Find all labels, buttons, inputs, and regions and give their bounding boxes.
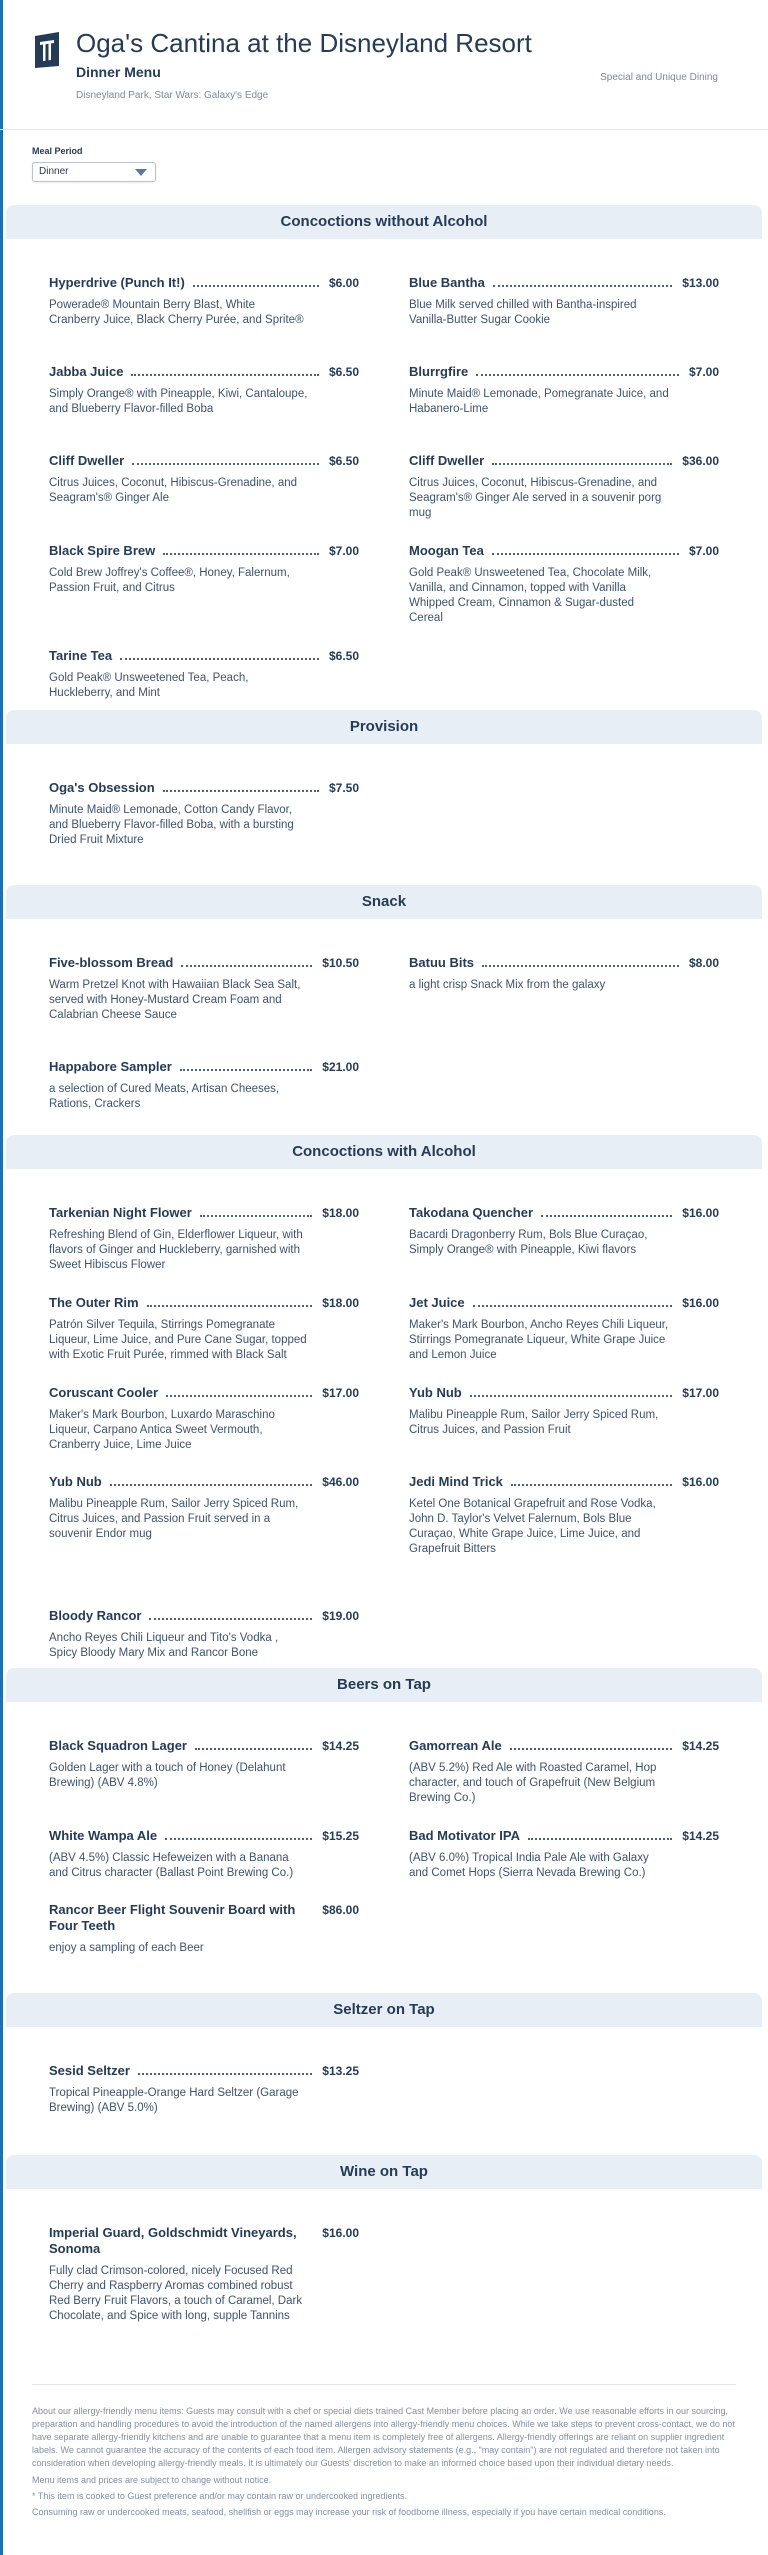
- section-snack: [6, 885, 762, 1110]
- section-header: Seltzer on Tap: [6, 1993, 762, 2027]
- dot-leader: [165, 1828, 312, 1840]
- item-price: $13.00: [682, 276, 719, 290]
- item-name: Cliff Dweller: [49, 453, 125, 468]
- item-description: Simply Orange® with Pineapple, Kiwi, Cantaloupe, and Blueberry Flavor-filled Boba: [49, 388, 308, 415]
- menu-item[interactable]: [409, 1474, 719, 1557]
- item-price: $14.25: [322, 1739, 359, 1753]
- item-name: Bloody Rancor: [49, 1608, 142, 1623]
- dot-leader: [476, 364, 679, 376]
- menu-item[interactable]: [49, 2225, 359, 2324]
- meal-period-label: Meal Period: [32, 146, 83, 156]
- meal-period-filter: [32, 146, 156, 182]
- dot-leader: [163, 543, 319, 555]
- dot-leader: [492, 453, 672, 465]
- item-price: $46.00: [322, 1475, 359, 1489]
- menu-item[interactable]: [49, 780, 359, 848]
- item-name: Bad Motivator IPA: [409, 1828, 520, 1843]
- item-description: Gold Peak® Unsweetened Tea, Chocolate Milk, Vanilla, and Cinnamon, topped with Vanilla Whipped Cream, Cinnamon & Sugar-dusted Cereal: [409, 567, 652, 624]
- item-name: Jedi Mind Trick: [409, 1474, 503, 1489]
- item-name: The Outer Rim: [49, 1295, 139, 1310]
- dot-leader: [493, 275, 672, 287]
- location-text: Disneyland Park, Star Wars: Galaxy's Edge: [76, 90, 269, 101]
- item-name: Blue Bantha: [409, 275, 485, 290]
- item-price: $19.00: [322, 1609, 359, 1623]
- item-name: Sesid Seltzer: [49, 2063, 130, 2078]
- menu-item[interactable]: [49, 1902, 359, 1956]
- page-header: [0, 0, 768, 130]
- section-header: Snack: [6, 885, 762, 919]
- dot-leader: [511, 1474, 672, 1486]
- cooked-notice: * This item is cooked to Guest preference and/or may contain raw or undercooked ingredients.: [32, 2491, 408, 2501]
- menu-item[interactable]: [49, 364, 359, 417]
- section-header: Provision: [6, 710, 762, 744]
- menu-item[interactable]: [409, 955, 719, 993]
- item-name: Gamorrean Ale: [409, 1738, 502, 1753]
- item-name: Black Squadron Lager: [49, 1738, 187, 1753]
- item-description: Maker's Mark Bourbon, Ancho Reyes Chili Liqueur, Stirrings Pomegranate Liqueur, White Grape Juice and Lemon Juice: [409, 1319, 669, 1361]
- item-price: $16.00: [682, 1475, 719, 1489]
- item-name: Tarine Tea: [49, 648, 113, 663]
- item-name: Hyperdrive (Punch It!): [49, 275, 185, 290]
- item-name: Imperial Guard, Goldschmidt Vineyards, Sonoma: [49, 2225, 297, 2256]
- dot-leader: [473, 1295, 673, 1307]
- menu-item[interactable]: [49, 955, 359, 1023]
- dot-leader: [181, 955, 312, 967]
- item-description: Ancho Reyes Chili Liqueur and Tito's Vodka , Spicy Bloody Mary Mix and Rancor Bone: [49, 1632, 279, 1659]
- item-price: $6.50: [328, 649, 359, 663]
- item-price: $17.00: [682, 1386, 719, 1400]
- item-description: Blue Milk served chilled with Bantha-inspired Vanilla-Butter Sugar Cookie: [409, 299, 637, 326]
- item-description: a selection of Cured Meats, Artisan Cheeses, Rations, Crackers: [49, 1083, 280, 1110]
- item-name: Blurrgfire: [409, 364, 469, 379]
- item-name: Cliff Dweller: [409, 453, 485, 468]
- dining-category-link[interactable]: Special and Unique Dining: [600, 72, 718, 83]
- item-description: Malibu Pineapple Rum, Sailor Jerry Spiced Rum, Citrus Juices, and Passion Fruit served in a souvenir Endor mug: [49, 1498, 299, 1540]
- section-seltzer-on-tap: [6, 1993, 762, 2114]
- menu-item[interactable]: [49, 2063, 359, 2116]
- menu-item[interactable]: [49, 1828, 359, 1881]
- menu-item[interactable]: [49, 1738, 359, 1791]
- menu-item[interactable]: [409, 1828, 719, 1881]
- item-description: Citrus Juices, Coconut, Hibiscus-Grenadine, and Seagram's® Ginger Ale served in a souvenir porg mug: [409, 477, 662, 519]
- section-wine-on-tap: [6, 2155, 762, 2322]
- item-name: Takodana Quencher: [409, 1205, 534, 1220]
- item-price: $6.00: [328, 276, 359, 290]
- dot-leader: [110, 1474, 313, 1486]
- item-price: $6.50: [328, 365, 359, 379]
- menu-item[interactable]: [409, 1385, 719, 1438]
- page-title: Oga's Cantina at the Disneyland Resort: [76, 28, 532, 58]
- item-price: $15.25: [322, 1829, 359, 1843]
- item-description: Minute Maid® Lemonade, Cotton Candy Flavor, and Blueberry Flavor-filled Boba, with a bursting Dried Fruit Mixture: [49, 804, 294, 846]
- dot-leader: [193, 275, 319, 287]
- dot-leader: [138, 2063, 312, 2075]
- allergy-disclaimer: About our allergy-friendly menu items: Guests may consult with a chef or special diets trained Cast Member before placing an order. We use reasonable efforts in our sourcing, preparation and handling procedures to avoid the introduction of the named allergens into allergy-friendly menu choices. While we take steps to prevent cross-contact, we do not have separate allergy-friendly kitchens and are unable to guarantee that a menu item is completely free of allergens. Allergy-friendly offerings are reliant on supplier ingredient labels. We cannot guarantee the accuracy of the contents of each food item. Allergen advisory statements (e.g., "may contain") are not regulated and therefore not taken into consideration when developing allergy-friendly meals. It is ultimately our Guests' discretion to make an informed choice based upon their individual dietary needs.: [32, 2406, 735, 2468]
- menu-item[interactable]: [49, 453, 359, 506]
- dot-leader: [180, 1059, 312, 1071]
- menu-item[interactable]: [409, 1295, 719, 1363]
- item-description: a light crisp Snack Mix from the galaxy: [409, 979, 606, 991]
- menu-item[interactable]: [49, 1608, 359, 1661]
- item-price: $14.25: [682, 1829, 719, 1843]
- dot-leader: [166, 1385, 312, 1397]
- menu-item[interactable]: [409, 1205, 719, 1258]
- item-name: Jabba Juice: [49, 364, 124, 379]
- item-description: Powerade® Mountain Berry Blast, White Cranberry Juice, Black Cherry Purée, and Sprite®: [49, 299, 304, 326]
- item-name: Yub Nub: [49, 1474, 102, 1489]
- menu-item[interactable]: [49, 543, 359, 596]
- section-concoctions-with-alcohol: [6, 1135, 762, 1659]
- item-description: Patrón Silver Tequila, Stirrings Pomegranate Liqueur, Lime Juice, and Pure Cane Sugar, topped with Exotic Fruit Purée, rimmed with Black Salt: [49, 1319, 307, 1361]
- menu-item[interactable]: [49, 1059, 359, 1112]
- item-price: $7.00: [688, 365, 719, 379]
- menu-item[interactable]: [49, 1474, 359, 1542]
- item-price: $21.00: [322, 1060, 359, 1074]
- menu-item[interactable]: [49, 1295, 359, 1363]
- item-description: Tropical Pineapple-Orange Hard Seltzer (Garage Brewing) (ABV 5.0%): [49, 2087, 299, 2114]
- item-description: Fully clad Crimson-colored, nicely Focused Red Cherry and Raspberry Aromas combined robust Red Berry Fruit Flavors, a touch of Caramel, Dark Chocolate, and Spice with long, supple Tannins: [49, 2265, 303, 2322]
- section-provision: [6, 710, 762, 846]
- section-header: Concoctions without Alcohol: [6, 205, 762, 239]
- item-description: Maker's Mark Bourbon, Luxardo Maraschino Liqueur, Carpano Antica Sweet Vermouth, Cranberry Juice, Lime Juice: [49, 1409, 275, 1451]
- item-name: Jet Juice: [409, 1295, 465, 1310]
- item-description: Cold Brew Joffrey's Coffee®, Honey, Falernum, Passion Fruit, and Citrus: [49, 567, 290, 594]
- dot-leader: [541, 1205, 672, 1217]
- menu-item[interactable]: [49, 648, 359, 701]
- meal-period-select[interactable]: [32, 162, 156, 182]
- menu-item[interactable]: [49, 1385, 359, 1453]
- item-description: Ketel One Botanical Grapefruit and Rose Vodka, John D. Taylor's Velvet Falernum, Bols Blue Curaçao, White Grape Juice, Lime Juice, and Grapefruit Bitters: [409, 1498, 656, 1555]
- dot-leader: [510, 1738, 673, 1750]
- item-name: Happabore Sampler: [49, 1059, 172, 1074]
- item-price: $7.00: [328, 544, 359, 558]
- item-name: Rancor Beer Flight Souvenir Board with Four Teeth: [49, 1902, 296, 1933]
- item-price: $18.00: [322, 1206, 359, 1220]
- item-price: $8.00: [688, 956, 719, 970]
- item-price: $16.00: [682, 1296, 719, 1310]
- item-description: (ABV 6.0%) Tropical India Pale Ale with Galaxy and Comet Hops (Sierra Nevada Brewing Co.): [409, 1852, 649, 1879]
- menu-item[interactable]: [409, 1738, 719, 1806]
- item-name: Moogan Tea: [409, 543, 484, 558]
- item-description: Golden Lager with a touch of Honey (Delahunt Brewing) (ABV 4.8%): [49, 1762, 286, 1789]
- dot-leader: [528, 1828, 672, 1840]
- item-price: $13.25: [322, 2064, 359, 2078]
- dot-leader: [470, 1385, 673, 1397]
- item-name: Coruscant Cooler: [49, 1385, 159, 1400]
- item-price: $7.00: [688, 544, 719, 558]
- allergy-footer: [32, 2384, 736, 2522]
- menu-subtitle: Dinner Menu: [76, 64, 161, 80]
- item-price: $14.25: [682, 1739, 719, 1753]
- item-price: $17.00: [322, 1386, 359, 1400]
- dot-leader: [149, 1608, 312, 1620]
- meal-period-value: Dinner: [39, 166, 69, 177]
- dot-leader: [482, 955, 679, 967]
- menu-item[interactable]: [49, 275, 359, 328]
- left-accent-bar: [0, 0, 3, 2555]
- section-beers-on-tap: [6, 1668, 762, 1954]
- item-description: Warm Pretzel Knot with Hawaiian Black Sea Salt, served with Honey-Mustard Cream Foam and Calabrian Cheese Sauce: [49, 979, 301, 1021]
- item-price: $16.00: [682, 1206, 719, 1220]
- item-description: enjoy a sampling of each Beer: [49, 1942, 204, 1954]
- item-description: Gold Peak® Unsweetened Tea, Peach, Huckleberry, and Mint: [49, 672, 249, 699]
- item-price: $16.00: [322, 2226, 359, 2240]
- item-description: Minute Maid® Lemonade, Pomegranate Juice, and Habanero-Lime: [409, 388, 669, 415]
- item-price: $10.50: [322, 956, 359, 970]
- item-description: Citrus Juices, Coconut, Hibiscus-Grenadine, and Seagram's® Ginger Ale: [49, 477, 298, 504]
- item-name: Yub Nub: [409, 1385, 462, 1400]
- item-name: White Wampa Ale: [49, 1828, 158, 1843]
- item-name: Five-blossom Bread: [49, 955, 174, 970]
- dot-leader: [147, 1295, 313, 1307]
- menu-item[interactable]: [409, 453, 719, 521]
- menu-item[interactable]: [409, 543, 719, 626]
- menu-item[interactable]: [409, 364, 719, 417]
- menu-item[interactable]: [409, 275, 719, 328]
- dot-leader: [200, 1205, 313, 1217]
- item-price: $6.50: [328, 454, 359, 468]
- dot-leader: [131, 364, 319, 376]
- section-header: Wine on Tap: [6, 2155, 762, 2189]
- item-description: (ABV 5.2%) Red Ale with Roasted Caramel, Hop character, and touch of Grapefruit (New Belgium Brewing Co.): [409, 1762, 657, 1804]
- item-name: Batuu Bits: [409, 955, 474, 970]
- consumption-warning: Consuming raw or undercooked meats, seafood, shellfish or eggs may increase your risk of foodborne illness, especially if you have certain medical conditions.: [32, 2507, 666, 2517]
- price-notice: Menu items and prices are subject to change without notice.: [32, 2475, 272, 2485]
- item-description: Refreshing Blend of Gin, Elderflower Liqueur, with flavors of Ginger and Huckleberry, garnished with Sweet Hibiscus Flower: [49, 1229, 303, 1271]
- item-name: Oga's Obsession: [49, 780, 155, 795]
- dot-leader: [492, 543, 679, 555]
- item-price: $18.00: [322, 1296, 359, 1310]
- chevron-down-icon: [135, 169, 147, 176]
- section-header: Concoctions with Alcohol: [6, 1135, 762, 1169]
- item-price: $36.00: [682, 454, 719, 468]
- item-description: Malibu Pineapple Rum, Sailor Jerry Spiced Rum, Citrus Juices, and Passion Fruit: [409, 1409, 659, 1436]
- dot-leader: [163, 780, 319, 792]
- item-price: $86.00: [322, 1903, 359, 1917]
- item-description: (ABV 4.5%) Classic Hefeweizen with a Banana and Citrus character (Ballast Point Brewing Co.): [49, 1852, 294, 1879]
- item-price: $7.50: [328, 781, 359, 795]
- dot-leader: [120, 648, 319, 660]
- item-name: Tarkenian Night Flower: [49, 1205, 192, 1220]
- menu-item[interactable]: [49, 1205, 359, 1273]
- section-concoctions-without-alcohol: [6, 205, 762, 699]
- item-name: Black Spire Brew: [49, 543, 156, 558]
- dot-leader: [132, 453, 319, 465]
- cantina-logo-icon: [32, 30, 62, 70]
- item-description: Bacardi Dragonberry Rum, Bols Blue Curaçao, Simply Orange® with Pineapple, Kiwi flavors: [409, 1229, 648, 1256]
- dot-leader: [195, 1738, 312, 1750]
- section-header: Beers on Tap: [6, 1668, 762, 1702]
